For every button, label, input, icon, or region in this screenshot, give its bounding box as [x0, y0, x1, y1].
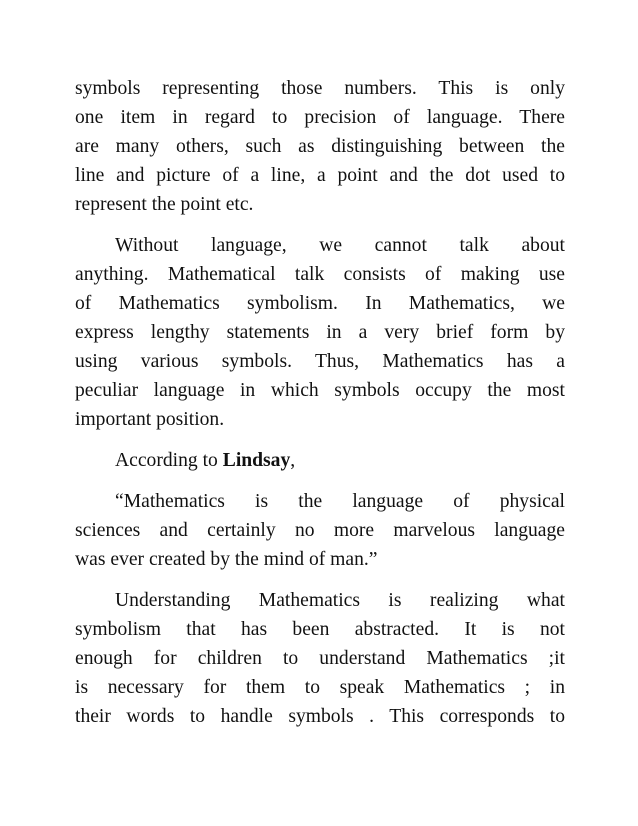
text-line: enough for children to understand Mathematics ;it	[75, 648, 565, 669]
text-line: is necessary for them to speak Mathematics ; in	[75, 677, 565, 698]
document-page	[75, 74, 565, 743]
paragraph-symbols-precision	[75, 74, 565, 219]
paragraph-understanding-mathematics	[75, 586, 565, 731]
text-line: was ever created by the mind of man.”	[75, 549, 378, 570]
text-line: Understanding Mathematics is realizing what	[115, 590, 565, 611]
text-line: anything. Mathematical talk consists of making use	[75, 264, 565, 285]
text-line: their words to handle symbols . This corresponds to	[75, 706, 565, 727]
text-line: Without language, we cannot talk about	[115, 235, 565, 256]
text-line: express lengthy statements in a very brief form by	[75, 322, 565, 343]
text-line: sciences and certainly no more marvelous language	[75, 520, 565, 541]
paragraph-quote	[75, 487, 565, 574]
text-line: are many others, such as distinguishing between the	[75, 136, 565, 157]
paragraph-according-to-lindsay	[75, 446, 565, 475]
text-line: using various symbols. Thus, Mathematics has a	[75, 351, 565, 372]
text-line	[75, 446, 565, 475]
text-line: peculiar language in which symbols occupy the most	[75, 380, 565, 401]
text-line: symbolism that has been abstracted. It is not	[75, 619, 565, 640]
text-line: symbols representing those numbers. This is only	[75, 78, 565, 99]
according-to-suffix: ,	[290, 450, 296, 471]
author-name-lindsay: Lindsay	[222, 450, 291, 471]
text-line: one item in regard to precision of language. There	[75, 107, 565, 128]
text-line: important position.	[75, 409, 225, 430]
according-to-prefix: According to	[115, 450, 223, 471]
paragraph-without-language	[75, 231, 565, 434]
text-line: represent the point etc.	[75, 194, 254, 215]
text-line: line and picture of a line, a point and the dot used to	[75, 165, 565, 186]
text-line: “Mathematics is the language of physical	[115, 491, 565, 512]
text-line: of Mathematics symbolism. In Mathematics, we	[75, 293, 565, 314]
